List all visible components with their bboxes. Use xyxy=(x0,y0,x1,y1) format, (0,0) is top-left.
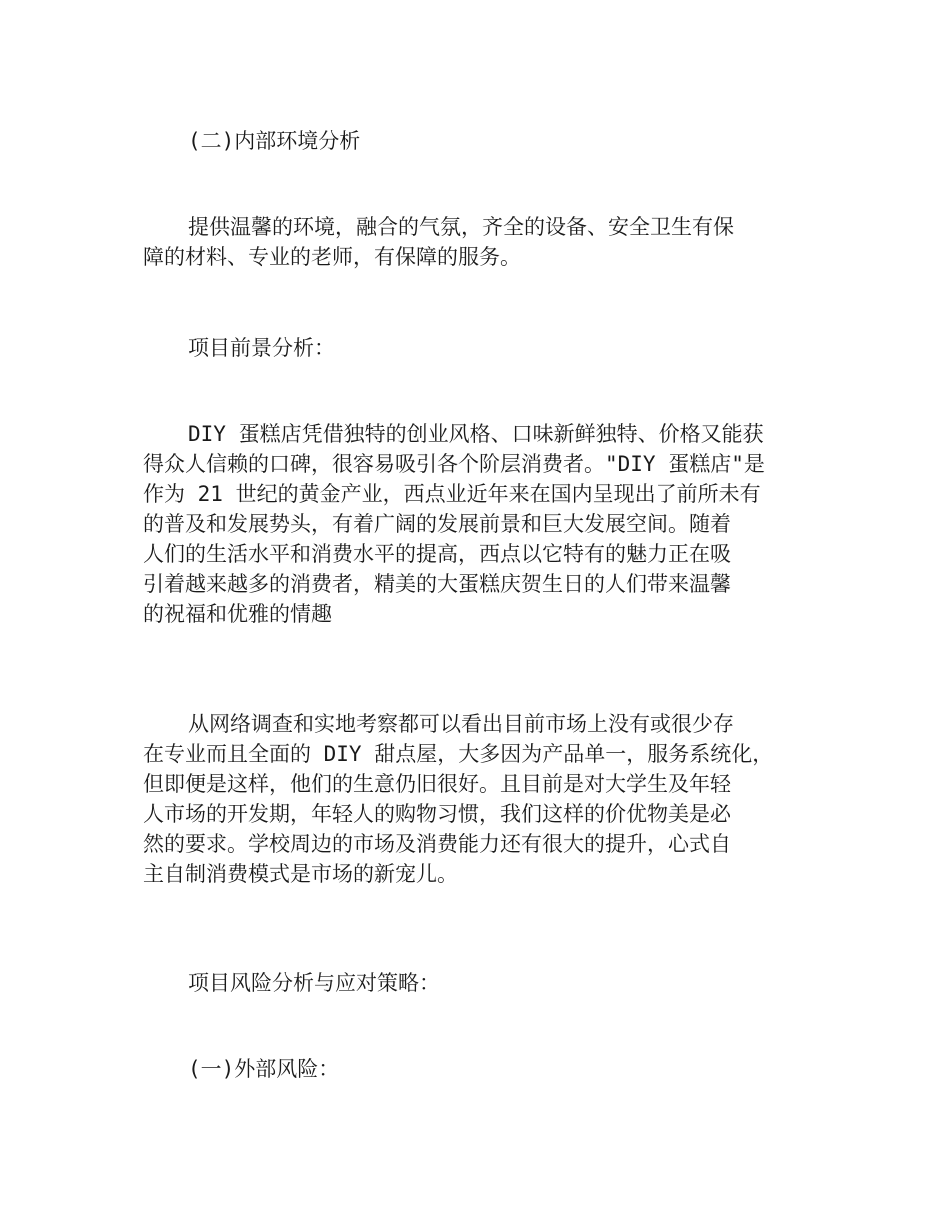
paragraph-line: 人市场的开发期，年轻人的购物习惯，我们这样的价优物美是必 xyxy=(143,802,731,826)
paragraph-project-prospect xyxy=(143,419,833,629)
heading-text: (二)内部环境分析 xyxy=(188,129,361,153)
heading-text: (一)外部风险： xyxy=(188,1057,340,1081)
paragraph-line: 人们的生活水平和消费水平的提高，西点以它特有的魅力正在吸 xyxy=(143,542,731,566)
heading-project-prospect xyxy=(143,333,833,363)
paragraph-internal-environment xyxy=(143,212,833,272)
heading-text: 项目前景分析： xyxy=(188,336,335,360)
heading-internal-environment xyxy=(143,126,833,156)
paragraph-line: 在专业而且全面的 DIY 甜点屋，大多因为产品单一，服务系统化， xyxy=(143,742,774,766)
paragraph-line: 然的要求。学校周边的市场及消费能力还有很大的提升，心式自 xyxy=(143,832,731,856)
paragraph-line: 但即便是这样，他们的生意仍旧很好。且目前是对大学生及年轻 xyxy=(143,772,731,796)
heading-external-risk xyxy=(143,1054,833,1084)
paragraph-line: 从网络调查和实地考察都可以看出目前市场上没有或很少存 xyxy=(188,712,734,736)
paragraph-line: 作为 21 世纪的黄金产业，西点业近年来在国内呈现出了前所未有 xyxy=(143,482,761,506)
paragraph-line: 引着越来越多的消费者，精美的大蛋糕庆贺生日的人们带来温馨 xyxy=(143,572,731,596)
paragraph-line: 主自制消费模式是市场的新宠儿。 xyxy=(143,862,458,886)
heading-text: 项目风险分析与应对策略： xyxy=(188,971,440,995)
paragraph-line: DIY 蛋糕店凭借独特的创业风格、口味新鲜独特、价格又能获 xyxy=(188,422,764,446)
paragraph-line: 的祝福和优雅的情趣 xyxy=(143,602,332,626)
heading-risk-analysis xyxy=(143,968,833,998)
paragraph-line: 障的材料、专业的老师，有保障的服务。 xyxy=(143,245,521,269)
paragraph-line: 得众人信赖的口碑，很容易吸引各个阶层消费者。"DIY 蛋糕店"是 xyxy=(143,452,765,476)
paragraph-line: 的普及和发展势头，有着广阔的发展前景和巨大发展空间。随着 xyxy=(143,512,731,536)
paragraph-market-analysis xyxy=(143,709,833,889)
paragraph-line: 提供温馨的环境，融合的气氛，齐全的设备、安全卫生有保 xyxy=(188,215,734,239)
